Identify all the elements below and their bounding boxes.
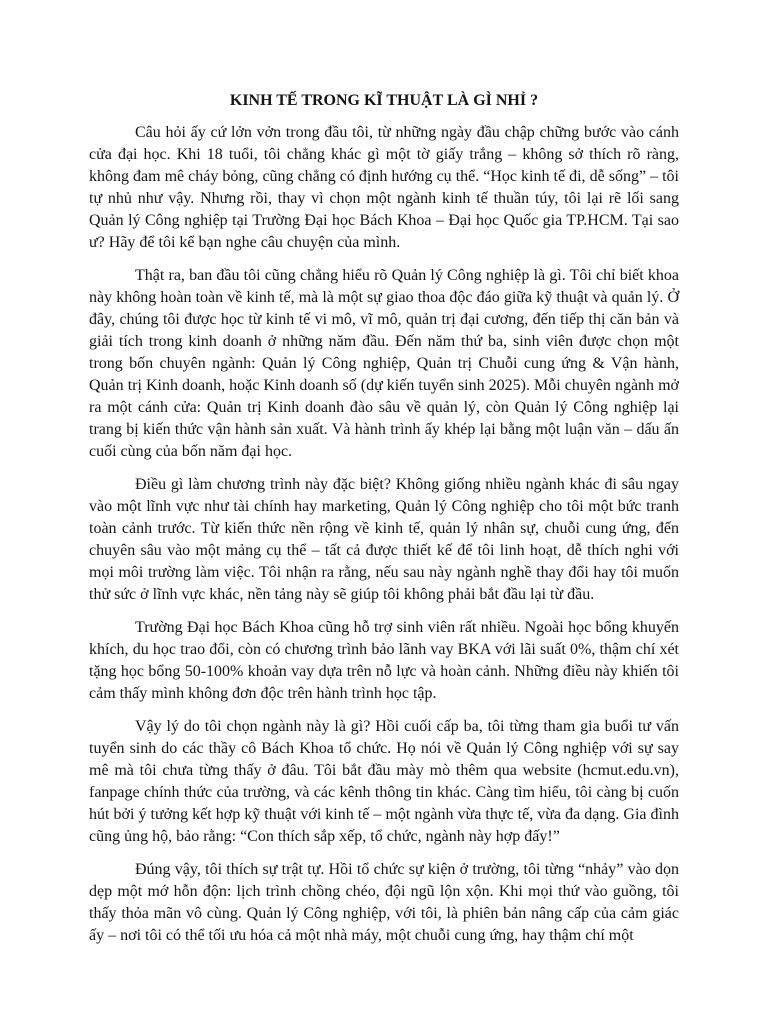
paragraph-5: Vậy lý do tôi chọn ngành này là gì? Hồi cuối cấp ba, tôi từng tham gia buổi tư vấn tuyển sinh do các thầy cô Bách Khoa tổ chức. Họ nói về Quản lý Công nghiệp với sự say mê mà tôi chưa từng thấy ở đâu. Tôi bắt đầu mày mò thêm qua website (hcmut.edu.vn), fanpage chính thức của trường, và các kênh thông tin khác. Càng tìm hiểu, tôi càng bị cuốn hút bởi ý tưởng kết hợp kỹ thuật với kinh tế – một ngành vừa thực tế, vừa đa dạng. Gia đình cũng ủng hộ, bảo rằng: “Con thích sắp xếp, tổ chức, ngành này hợp đấy!”: [89, 718, 679, 845]
paragraph-6: Đúng vậy, tôi thích sự trật tự. Hồi tổ chức sự kiện ở trường, tôi từng “nhảy” vào dọn dẹp một mớ hỗn độn: lịch trình chồng chéo, đội ngũ lộn xộn. Khi mọi thứ vào guồng, tôi thấy thỏa mãn vô cùng. Quản lý Công nghiệp, với tôi, là phiên bản nâng cấp của cảm giác ấy – nơi tôi có thể tối ưu hóa cả một nhà máy, một chuỗi cung ứng, hay thậm chí một: [89, 861, 679, 944]
document-title: KINH TẾ TRONG KĨ THUẬT LÀ GÌ NHỈ ?: [229, 92, 539, 109]
paragraph-1: Câu hỏi ấy cứ lởn vởn trong đầu tôi, từ những ngày đầu chập chững bước vào cánh cửa đại học. Khi 18 tuổi, tôi chẳng khác gì một tờ giấy trắng – không sở thích rõ ràng, không đam mê cháy bỏng, cũng chẳng có định hướng cụ thể. “Học kinh tế đi, dễ sống” – tôi tự nhủ như vậy. Nhưng rồi, thay vì chọn một ngành kinh tế thuần túy, tôi lại rẽ lối sang Quản lý Công nghiệp tại Trường Đại học Bách Khoa – Đại học Quốc gia TP.HCM. Tại sao ư? Hãy để tôi kể bạn nghe câu chuyện của mình.: [89, 124, 679, 251]
paragraph-4: Trường Đại học Bách Khoa cũng hỗ trợ sinh viên rất nhiều. Ngoài học bổng khuyến khích, du học trao đổi, còn có chương trình bảo lãnh vay BKA với lãi suất 0%, thậm chí xét tặng học bổng 50-100% khoản vay dựa trên nỗ lực và hoàn cảnh. Những điều này khiến tôi cảm thấy mình không đơn độc trên hành trình học tập.: [89, 619, 679, 702]
paragraph-2: Thật ra, ban đầu tôi cũng chẳng hiểu rõ Quản lý Công nghiệp là gì. Tôi chỉ biết khoa này không hoàn toàn về kinh tế, mà là một sự giao thoa độc đáo giữa kỹ thuật và quản lý. Ở đây, chúng tôi được học từ kinh tế vi mô, vĩ mô, quản trị đại cương, đến tiếp thị căn bản và giải tích trong kinh doanh ở những năm đầu. Đến năm thứ ba, sinh viên được chọn một trong bốn chuyên ngành: Quản lý Công nghiệp, Quản trị Chuỗi cung ứng & Vận hành, Quản trị Kinh doanh, hoặc Kinh doanh số (dự kiến tuyển sinh 2025). Mỗi chuyên ngành mở ra một cánh cửa: Quản trị Kinh doanh đào sâu về quản lý, còn Quản lý Công nghiệp lại trang bị kiến thức vận hành sản xuất. Và hành trình ấy khép lại bằng một luận văn – dấu ấn cuối cùng của bốn năm đại học.: [89, 267, 679, 460]
paragraph-3: Điều gì làm chương trình này đặc biệt? Không giống nhiều ngành khác đi sâu ngay vào một lĩnh vực như tài chính hay marketing, Quản lý Công nghiệp cho tôi một bức tranh toàn cảnh trước. Từ kiến thức nền rộng về kinh tế, quản lý nhân sự, chuỗi cung ứng, đến chuyên sâu vào một mảng cụ thể – tất cả được thiết kế để tôi linh hoạt, dễ thích nghi với mọi môi trường làm việc. Tôi nhận ra rằng, nếu sau này ngành nghề thay đổi hay tôi muốn thử sức ở lĩnh vực khác, nền tảng này sẽ giúp tôi không phải bắt đầu lại từ đầu.: [89, 476, 679, 603]
document-page: [89, 88, 679, 958]
